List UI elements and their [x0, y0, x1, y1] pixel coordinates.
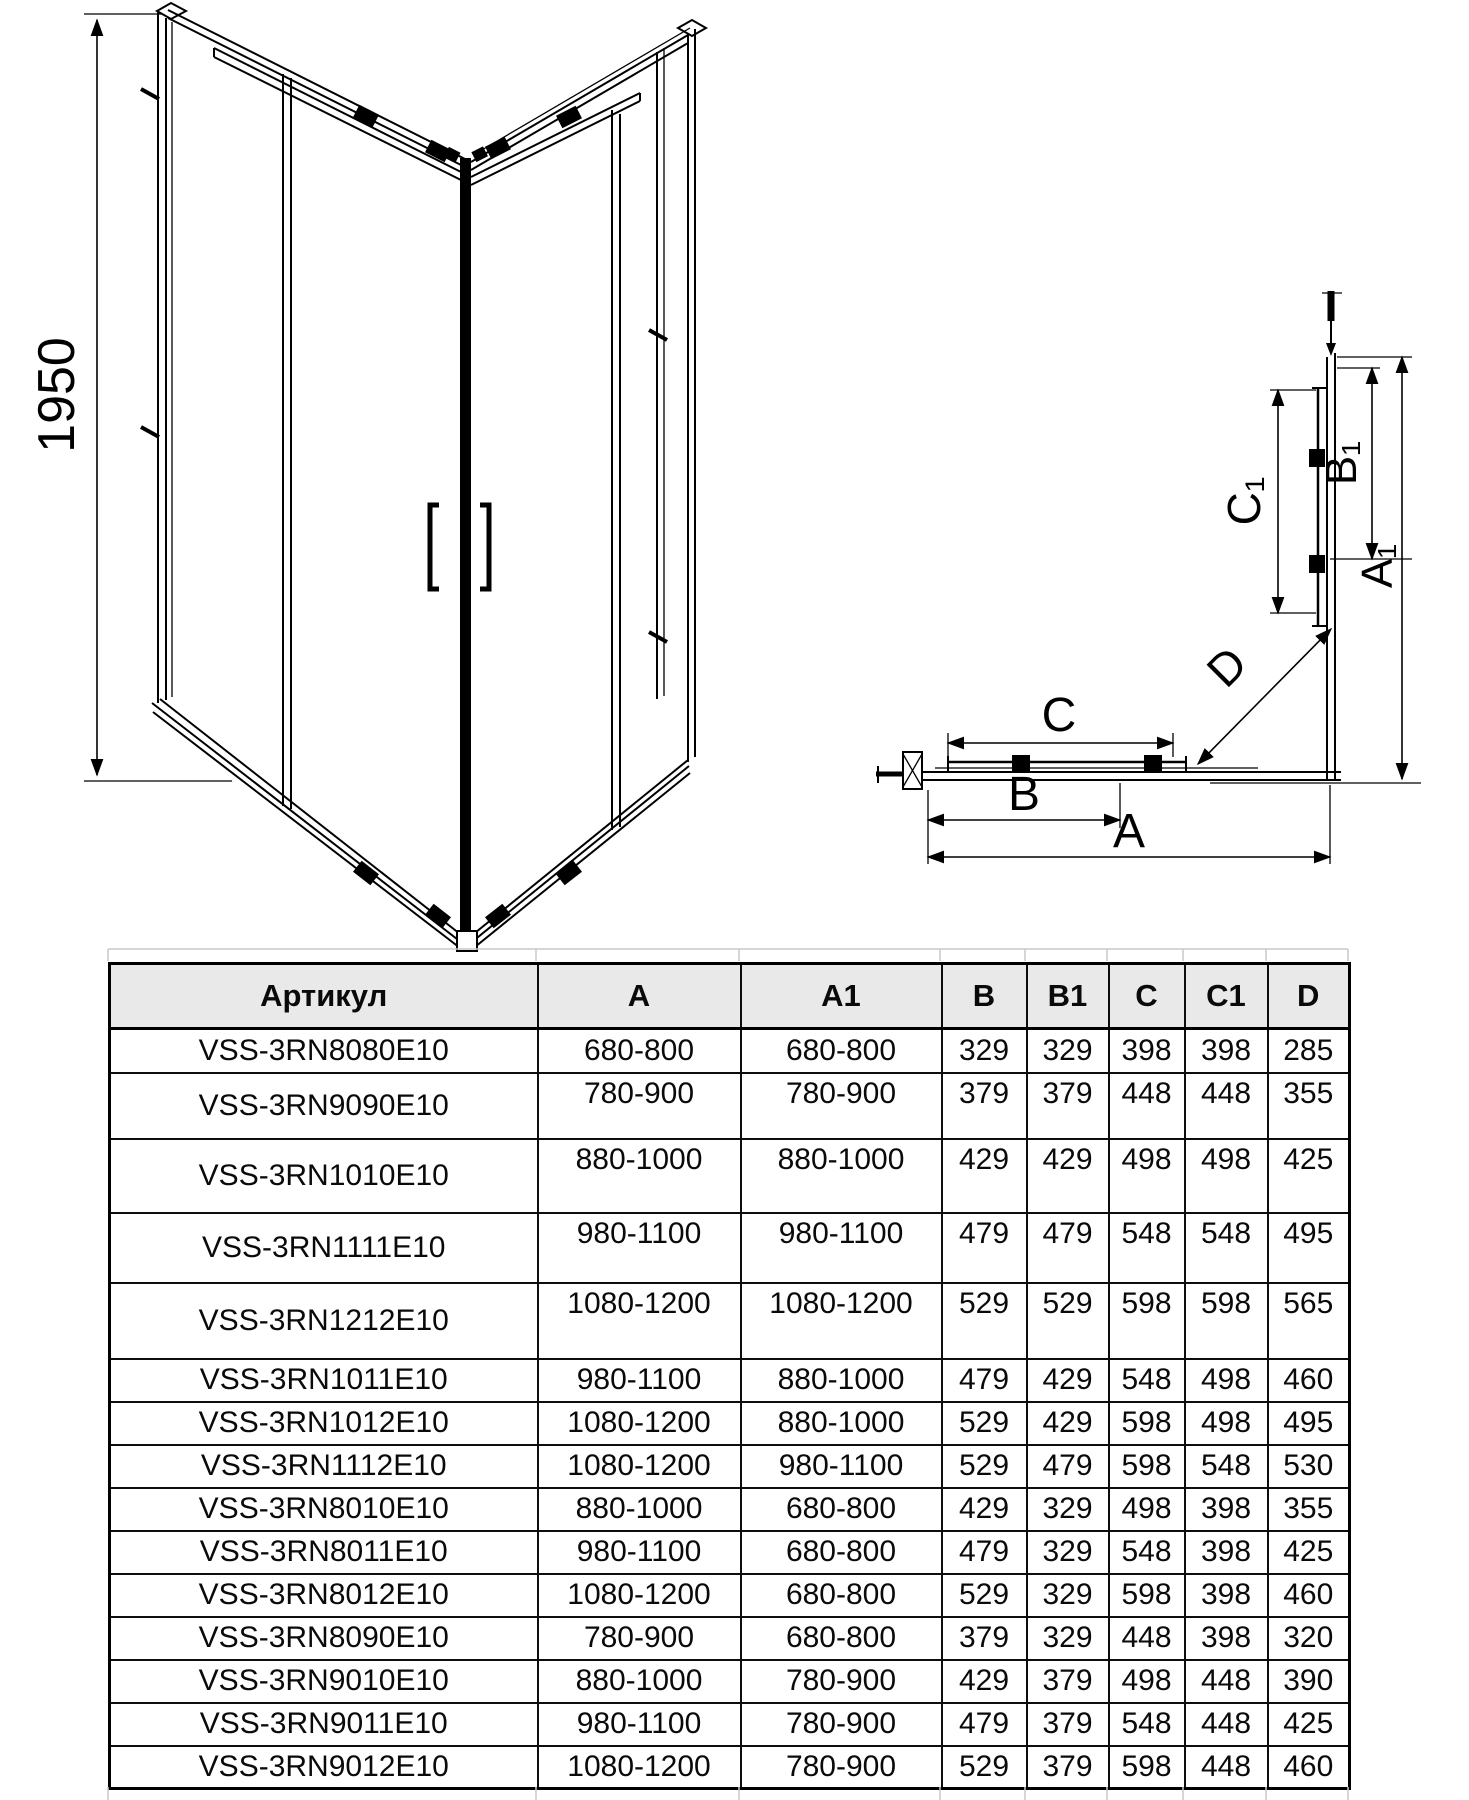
table-row: [110, 1617, 1350, 1660]
dim-label-b: B: [1007, 768, 1041, 821]
header-c: C: [1109, 964, 1185, 1029]
value-cell: 980-1100: [538, 1359, 741, 1402]
article-cell: VSS-3RN9011E10: [110, 1703, 538, 1746]
value-cell: 980-1100: [538, 1703, 741, 1746]
value-cell: 1080-1200: [741, 1283, 942, 1359]
table-row: [110, 1445, 1350, 1488]
value-cell: 329: [1027, 1029, 1109, 1073]
value-cell: 780-900: [741, 1073, 942, 1139]
article-cell: VSS-3RN1011E10: [110, 1359, 538, 1402]
table-row: [110, 1029, 1350, 1073]
value-cell: 780-900: [741, 1660, 942, 1703]
table-header-row: [110, 964, 1350, 1029]
header-a: A: [538, 964, 741, 1029]
value-cell: 379: [942, 1617, 1027, 1660]
table-row: [110, 1488, 1350, 1531]
value-cell: 329: [942, 1029, 1027, 1073]
value-cell: 780-900: [538, 1073, 741, 1139]
value-cell: 498: [1109, 1660, 1185, 1703]
value-cell: 880-1000: [538, 1139, 741, 1213]
article-cell: VSS-3RN8011E10: [110, 1531, 538, 1574]
header-c1: C1: [1185, 964, 1268, 1029]
value-cell: 529: [1027, 1283, 1109, 1359]
dim-label-a: A: [1112, 805, 1146, 858]
value-cell: 479: [942, 1531, 1027, 1574]
value-cell: 1080-1200: [538, 1402, 741, 1445]
value-cell: 880-1000: [538, 1488, 741, 1531]
article-cell: VSS-3RN1111E10: [110, 1213, 538, 1283]
dim-label-b1: B₁: [1317, 440, 1366, 486]
article-cell: VSS-3RN8010E10: [110, 1488, 538, 1531]
value-cell: 398: [1185, 1488, 1268, 1531]
value-cell: 398: [1185, 1574, 1268, 1617]
value-cell: 980-1100: [741, 1213, 942, 1283]
value-cell: 529: [942, 1445, 1027, 1488]
value-cell: 548: [1109, 1531, 1185, 1574]
value-cell: 680-800: [741, 1617, 942, 1660]
value-cell: 379: [1027, 1746, 1109, 1789]
value-cell: 429: [1027, 1139, 1109, 1213]
door-handles: [430, 505, 489, 589]
value-cell: 329: [1027, 1531, 1109, 1574]
table-row: [110, 1531, 1350, 1574]
value-cell: 379: [1027, 1703, 1109, 1746]
dim-label-d: D: [1196, 636, 1257, 697]
center-corner-post: [444, 146, 488, 951]
value-cell: 498: [1109, 1139, 1185, 1213]
height-dimension: [28, 14, 232, 781]
value-cell: 448: [1185, 1660, 1268, 1703]
value-cell: 329: [1027, 1617, 1109, 1660]
value-cell: 680-800: [741, 1488, 942, 1531]
article-cell: VSS-3RN9010E10: [110, 1660, 538, 1703]
table-row: [110, 1283, 1350, 1359]
value-cell: 980-1100: [538, 1531, 741, 1574]
value-cell: 429: [1027, 1402, 1109, 1445]
value-cell: 529: [942, 1402, 1027, 1445]
article-cell: VSS-3RN1010E10: [110, 1139, 538, 1213]
value-cell: 548: [1109, 1213, 1185, 1283]
value-cell: 598: [1109, 1445, 1185, 1488]
value-cell: 1080-1200: [538, 1283, 741, 1359]
value-cell: 429: [942, 1139, 1027, 1213]
value-cell: 980-1100: [538, 1213, 741, 1283]
right-wall-panel: [465, 20, 706, 951]
article-cell: VSS-3RN8090E10: [110, 1617, 538, 1660]
value-cell: 379: [1027, 1073, 1109, 1139]
value-cell: 880-1000: [538, 1660, 741, 1703]
value-cell: 880-1000: [741, 1139, 942, 1213]
value-cell: 598: [1109, 1746, 1185, 1789]
value-cell: 398: [1185, 1531, 1268, 1574]
value-cell: 680-800: [538, 1029, 741, 1073]
value-cell: 329: [1027, 1488, 1109, 1531]
article-cell: VSS-3RN9012E10: [110, 1746, 538, 1789]
dim-c: [948, 689, 1173, 757]
table-body: [110, 1029, 1350, 1789]
table-row: [110, 1660, 1350, 1703]
value-cell: 680-800: [741, 1531, 942, 1574]
value-cell: 495: [1268, 1213, 1350, 1283]
value-cell: 379: [1027, 1660, 1109, 1703]
value-cell: 355: [1268, 1073, 1350, 1139]
value-cell: 598: [1109, 1283, 1185, 1359]
table-row: [110, 1703, 1350, 1746]
value-cell: 398: [1109, 1029, 1185, 1073]
value-cell: 398: [1185, 1029, 1268, 1073]
plan-right-wall: [1210, 291, 1421, 783]
value-cell: 548: [1109, 1703, 1185, 1746]
value-cell: 548: [1109, 1359, 1185, 1402]
dim-b1: [1317, 368, 1412, 559]
value-cell: 598: [1109, 1402, 1185, 1445]
value-cell: 529: [942, 1283, 1027, 1359]
table-row: [110, 1213, 1350, 1283]
value-cell: 1080-1200: [538, 1746, 741, 1789]
table-row: [110, 1574, 1350, 1617]
dim-label-a1: A₁: [1353, 543, 1402, 589]
value-cell: 680-800: [741, 1029, 942, 1073]
value-cell: 680-800: [741, 1574, 942, 1617]
value-cell: 355: [1268, 1488, 1350, 1531]
dim-label-c: C: [1041, 689, 1077, 742]
table-row: [110, 1359, 1350, 1402]
dimensions-table-wrap: [108, 962, 1351, 1790]
value-cell: 460: [1268, 1746, 1350, 1789]
value-cell: 548: [1185, 1445, 1268, 1488]
table-header: [110, 964, 1350, 1029]
left-wall-panel: [141, 3, 471, 951]
value-cell: 498: [1109, 1488, 1185, 1531]
value-cell: 479: [1027, 1445, 1109, 1488]
table-row: [110, 1746, 1350, 1789]
value-cell: 398: [1185, 1617, 1268, 1660]
value-cell: 980-1100: [741, 1445, 942, 1488]
value-cell: 425: [1268, 1531, 1350, 1574]
header-b1: B1: [1027, 964, 1109, 1029]
value-cell: 530: [1268, 1445, 1350, 1488]
value-cell: 429: [942, 1660, 1027, 1703]
article-cell: VSS-3RN9090E10: [110, 1073, 538, 1139]
isometric-view: [28, 3, 706, 951]
dim-d: [1197, 629, 1331, 764]
value-cell: 565: [1268, 1283, 1350, 1359]
value-cell: 880-1000: [741, 1402, 942, 1445]
value-cell: 285: [1268, 1029, 1350, 1073]
table-row: [110, 1139, 1350, 1213]
dim-a1: [1337, 357, 1412, 779]
dim-c1: [1218, 390, 1316, 613]
value-cell: 495: [1268, 1402, 1350, 1445]
dim-label-c1: C₁: [1218, 476, 1270, 526]
value-cell: 425: [1268, 1139, 1350, 1213]
value-cell: 598: [1185, 1283, 1268, 1359]
value-cell: 529: [942, 1746, 1027, 1789]
article-cell: VSS-3RN1112E10: [110, 1445, 538, 1488]
value-cell: 320: [1268, 1617, 1350, 1660]
table-row: [110, 1073, 1350, 1139]
value-cell: 548: [1185, 1213, 1268, 1283]
header-a1: A1: [741, 964, 942, 1029]
value-cell: 390: [1268, 1660, 1350, 1703]
header-article: Артикул: [110, 964, 538, 1029]
value-cell: 479: [942, 1703, 1027, 1746]
value-cell: 1080-1200: [538, 1574, 741, 1617]
value-cell: 780-900: [741, 1746, 942, 1789]
value-cell: 448: [1185, 1073, 1268, 1139]
grid-stub-top: [108, 949, 1348, 961]
value-cell: 498: [1185, 1359, 1268, 1402]
right-door-handle: [480, 505, 489, 589]
value-cell: 448: [1109, 1617, 1185, 1660]
header-b: B: [942, 964, 1027, 1029]
value-cell: 1080-1200: [538, 1445, 741, 1488]
value-cell: 598: [1109, 1574, 1185, 1617]
value-cell: 498: [1185, 1139, 1268, 1213]
value-cell: 448: [1109, 1073, 1185, 1139]
value-cell: 529: [942, 1574, 1027, 1617]
value-cell: 329: [1027, 1574, 1109, 1617]
value-cell: 780-900: [538, 1617, 741, 1660]
value-cell: 448: [1185, 1703, 1268, 1746]
dim-label-1950: 1950: [28, 337, 86, 453]
grid-stub-bottom: [0, 1787, 1469, 1800]
header-d: D: [1268, 964, 1350, 1029]
value-cell: 429: [942, 1488, 1027, 1531]
dim-a: [928, 785, 1330, 864]
value-cell: 479: [942, 1213, 1027, 1283]
article-cell: VSS-3RN8080E10: [110, 1029, 538, 1073]
value-cell: 429: [1027, 1359, 1109, 1402]
value-cell: 780-900: [741, 1703, 942, 1746]
article-cell: VSS-3RN1012E10: [110, 1402, 538, 1445]
table-row: [110, 1402, 1350, 1445]
value-cell: 479: [1027, 1213, 1109, 1283]
left-door-handle: [430, 505, 439, 589]
value-cell: 425: [1268, 1703, 1350, 1746]
value-cell: 880-1000: [741, 1359, 942, 1402]
value-cell: 379: [942, 1073, 1027, 1139]
dimensions-table: [108, 962, 1351, 1790]
value-cell: 498: [1185, 1402, 1268, 1445]
value-cell: 479: [942, 1359, 1027, 1402]
article-cell: VSS-3RN8012E10: [110, 1574, 538, 1617]
value-cell: 460: [1268, 1359, 1350, 1402]
article-cell: VSS-3RN1212E10: [110, 1283, 538, 1359]
dim-b: [928, 768, 1120, 864]
value-cell: 460: [1268, 1574, 1350, 1617]
plan-view: [876, 291, 1421, 864]
value-cell: 448: [1185, 1746, 1268, 1789]
